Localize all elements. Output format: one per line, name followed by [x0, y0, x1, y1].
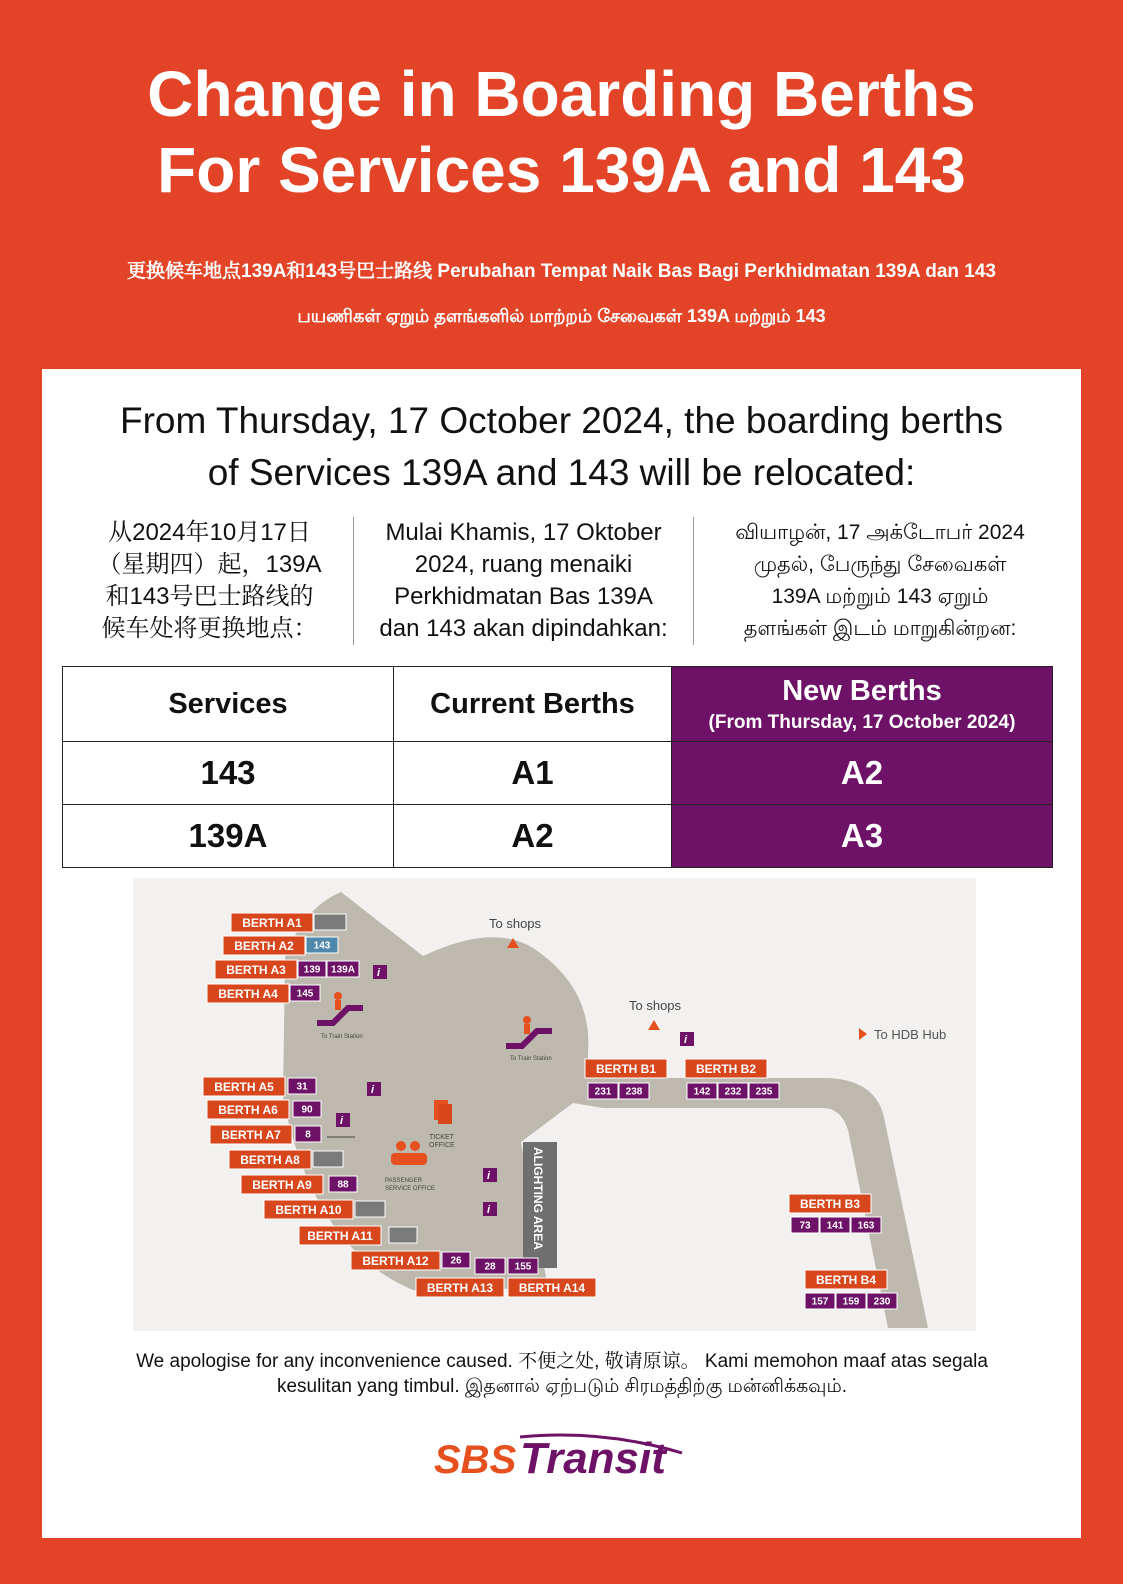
svg-text:BERTH A10: BERTH A10: [275, 1202, 342, 1217]
table-row: [63, 742, 1053, 805]
tamil-line: வியாழன், 17 அக்டோபர் 2024: [735, 521, 1025, 544]
subtitle-chinese-malay: 更换候车地点139A和143号巴士路线 Perubahan Tempat Naik Bas Bagi Perkhidmatan 139A dan 143: [127, 261, 996, 282]
malay-line: Mulai Khamis, 17 Oktober: [385, 519, 662, 546]
info-icon: [373, 965, 387, 979]
svg-text:90: 90: [301, 1104, 313, 1116]
service-chip-s159: [836, 1293, 866, 1309]
apology-text: [72, 1349, 1052, 1399]
svg-text:139A: 139A: [331, 964, 355, 976]
table-row: [63, 805, 1053, 868]
svg-text:73: 73: [799, 1220, 811, 1232]
current-berth-cell: A1: [394, 742, 672, 805]
info-icon: [680, 1032, 694, 1046]
svg-text:31: 31: [296, 1081, 308, 1093]
header-new-berths-date: (From Thursday, 17 October 2024): [708, 711, 1016, 733]
berth-label-b4: [805, 1270, 887, 1289]
to-train-station-label-1: To Train Station: [321, 1034, 363, 1040]
svg-text:230: 230: [873, 1296, 891, 1308]
service-chip-s145: [290, 985, 320, 1001]
svg-text:163: 163: [857, 1220, 875, 1232]
berth-label-a8: [229, 1150, 311, 1169]
logo-sbs: SBS: [434, 1438, 517, 1482]
new-berth-cell: A3: [672, 805, 1053, 868]
malay-line: dan 143 akan dipindahkan:: [379, 615, 668, 642]
svg-text:235: 235: [755, 1086, 773, 1098]
chinese-line: 和143号巴士路线的: [105, 583, 314, 610]
interchange-map: [133, 878, 976, 1331]
service-chip-s139: [298, 961, 326, 977]
service-chip-s155: [508, 1258, 538, 1274]
ticket-icon-back: [438, 1104, 452, 1124]
info-icon: [483, 1202, 497, 1216]
svg-text:BERTH A4: BERTH A4: [218, 986, 278, 1001]
service-chip-s31: [288, 1078, 316, 1094]
lead-text: [42, 395, 1081, 499]
chinese-notice: [66, 517, 354, 645]
lead-line-1: From Thursday, 17 October 2024, the boarding berths: [119, 400, 1003, 441]
svg-text:BERTH B4: BERTH B4: [815, 1272, 877, 1287]
info-icon: [367, 1082, 381, 1096]
svg-text:BERTH A14: BERTH A14: [518, 1280, 586, 1295]
tamil-line: தளங்கள் இடம் மாறுகின்றன:: [743, 617, 1017, 640]
malay-line: Perkhidmatan Bas 139A: [394, 583, 653, 610]
service-cell: 139A: [63, 805, 394, 868]
to-shops-label-1: To shops: [489, 916, 542, 931]
service-chip-s143: [306, 937, 338, 953]
header-new-berths: [672, 667, 1053, 742]
svg-text:BERTH A9: BERTH A9: [252, 1177, 312, 1192]
empty-berth-slot: [314, 914, 346, 930]
tamil-notice: [694, 517, 1066, 645]
berth-label-a7: [210, 1125, 292, 1144]
to-hdb-hub-label: To HDB Hub: [874, 1027, 947, 1042]
new-berth-cell: A2: [672, 742, 1053, 805]
berth-label-a14: [508, 1278, 596, 1297]
svg-text:BERTH A8: BERTH A8: [240, 1152, 300, 1167]
svg-text:BERTH A2: BERTH A2: [234, 938, 294, 953]
empty-berth-slot: [355, 1201, 385, 1217]
malay-line: 2024, ruang menaiki: [414, 551, 633, 578]
arrow-up-icon: [648, 1020, 660, 1030]
svg-text:142: 142: [693, 1086, 711, 1098]
ticket-office-label-1: TICKET: [429, 1134, 454, 1141]
info-letter: i: [371, 1084, 375, 1096]
berth-label-b3: [789, 1194, 871, 1213]
svg-text:BERTH A5: BERTH A5: [214, 1079, 274, 1094]
berth-label-a13: [416, 1278, 504, 1297]
berth-label-a6: [207, 1100, 289, 1119]
svg-text:141: 141: [826, 1220, 844, 1232]
current-berth-cell: A2: [394, 805, 672, 868]
berth-label-b1: [585, 1059, 667, 1078]
svg-text:BERTH A12: BERTH A12: [362, 1253, 429, 1268]
arrow-right-icon: [859, 1028, 867, 1040]
berth-label-a1: [231, 913, 313, 932]
header-services: Services: [63, 667, 394, 742]
tamil-line: 139A மற்றும் 143 ஏறும்: [771, 585, 989, 608]
svg-text:BERTH B2: BERTH B2: [695, 1061, 757, 1076]
svg-text:BERTH A6: BERTH A6: [218, 1102, 278, 1117]
service-chip-s139a: [327, 961, 359, 977]
notice-panel: [42, 369, 1081, 1538]
sbs-transit-logo: [42, 1425, 1081, 1485]
berth-label-a11: [299, 1226, 381, 1245]
page-title: [0, 56, 1123, 208]
info-icon: [483, 1168, 497, 1182]
passenger-office-label-2: SERVICE OFFICE: [385, 1186, 435, 1192]
service-chip-s235: [749, 1083, 779, 1099]
alighting-area: [523, 1142, 557, 1268]
service-cell: 143: [63, 742, 394, 805]
svg-text:143: 143: [313, 940, 331, 952]
service-chip-s231: [588, 1083, 618, 1099]
berth-label-a10: [264, 1200, 353, 1219]
berth-label-b2: [685, 1059, 767, 1078]
service-chip-s88: [329, 1176, 357, 1192]
service-chip-s238: [619, 1083, 649, 1099]
chinese-line: （星期四）起，139A: [97, 551, 322, 578]
service-chip-s163: [851, 1217, 881, 1233]
to-train-station-label-2: To Train Station: [510, 1056, 552, 1062]
title-line-2: For Services 139A and 143: [157, 134, 966, 206]
info-letter: i: [340, 1115, 344, 1127]
svg-text:159: 159: [842, 1296, 860, 1308]
svg-text:26: 26: [450, 1255, 462, 1267]
lead-line-2: of Services 139A and 143 will be relocated:: [207, 452, 916, 493]
service-chip-s142: [687, 1083, 717, 1099]
berth-label-a4: [207, 984, 289, 1003]
service-chip-s8: [295, 1126, 321, 1142]
berth-label-a9: [241, 1175, 323, 1194]
info-letter: i: [487, 1170, 491, 1182]
svg-text:231: 231: [594, 1086, 612, 1098]
subtitle-tamil: பயணிகள் ஏறும் தளங்களில் மாற்றம் சேவைகள் 139A மற்றும் 143: [297, 306, 826, 326]
svg-text:BERTH A11: BERTH A11: [307, 1228, 373, 1243]
service-chip-s90: [293, 1101, 321, 1117]
ticket-office-label-2: OFFICE: [429, 1142, 455, 1149]
berth-label-a2: [223, 936, 305, 955]
svg-text:157: 157: [811, 1296, 829, 1308]
berth-change-table: [62, 666, 1053, 868]
empty-berth-slot: [313, 1151, 343, 1167]
info-letter: i: [684, 1034, 688, 1046]
svg-text:BERTH B1: BERTH B1: [595, 1061, 657, 1076]
svg-text:238: 238: [625, 1086, 643, 1098]
svg-text:BERTH A1: BERTH A1: [242, 915, 302, 930]
service-chip-s230: [867, 1293, 897, 1309]
to-shops-label-2: To shops: [629, 998, 682, 1013]
svg-text:139: 139: [303, 964, 321, 976]
svg-text:232: 232: [724, 1086, 742, 1098]
berth-label-a12: [351, 1251, 440, 1270]
apology-line-2: kesulitan yang timbul. இதனால் ஏற்படும் சிரமத்திற்கு மன்னிக்கவும்.: [276, 1376, 848, 1397]
header-new-berths-label: New Berths: [782, 674, 942, 707]
passenger-office-label-1: PASSENGER: [385, 1178, 422, 1184]
svg-text:BERTH A13: BERTH A13: [426, 1280, 494, 1295]
chinese-line: 候车处将更换地点：: [101, 615, 318, 642]
service-chip-s73: [791, 1217, 819, 1233]
malay-notice: [354, 517, 694, 645]
info-icon: [336, 1113, 350, 1127]
empty-berth-slot: [389, 1227, 417, 1243]
header-current-berths: Current Berths: [394, 667, 672, 742]
svg-text:8: 8: [305, 1129, 311, 1141]
info-letter: i: [377, 967, 381, 979]
svg-text:28: 28: [484, 1261, 496, 1273]
service-chip-s157: [805, 1293, 835, 1309]
info-letter: i: [487, 1204, 491, 1216]
title-line-1: Change in Boarding Berths: [147, 58, 976, 130]
apology-line-1: We apologise for any inconvenience caused. 不便之处, 敬请原谅。 Kami memohon maaf atas segala: [136, 1351, 988, 1372]
tamil-line: முதல், பேருந்து சேவைகள்: [753, 553, 1007, 576]
service-chip-s26: [442, 1252, 470, 1268]
table-header-row: [63, 667, 1053, 742]
service-chip-s141: [820, 1217, 850, 1233]
svg-text:BERTH A7: BERTH A7: [221, 1127, 281, 1142]
alighting-area-label: ALIGHTING AREA: [531, 1147, 545, 1250]
berth-label-a3: [215, 960, 297, 979]
chinese-line: 从2024年10月17日: [108, 519, 311, 546]
svg-text:BERTH A3: BERTH A3: [226, 962, 286, 977]
logo-transit: Transit: [520, 1434, 666, 1483]
svg-text:155: 155: [514, 1261, 532, 1273]
svg-text:BERTH B3: BERTH B3: [799, 1196, 861, 1211]
service-chip-s28: [475, 1258, 505, 1274]
svg-text:88: 88: [337, 1179, 349, 1191]
translation-columns: [66, 517, 1066, 645]
berth-label-a5: [203, 1077, 285, 1096]
service-chip-s232: [718, 1083, 748, 1099]
svg-text:145: 145: [296, 988, 314, 1000]
interchange-map-drawing: [133, 878, 976, 1331]
